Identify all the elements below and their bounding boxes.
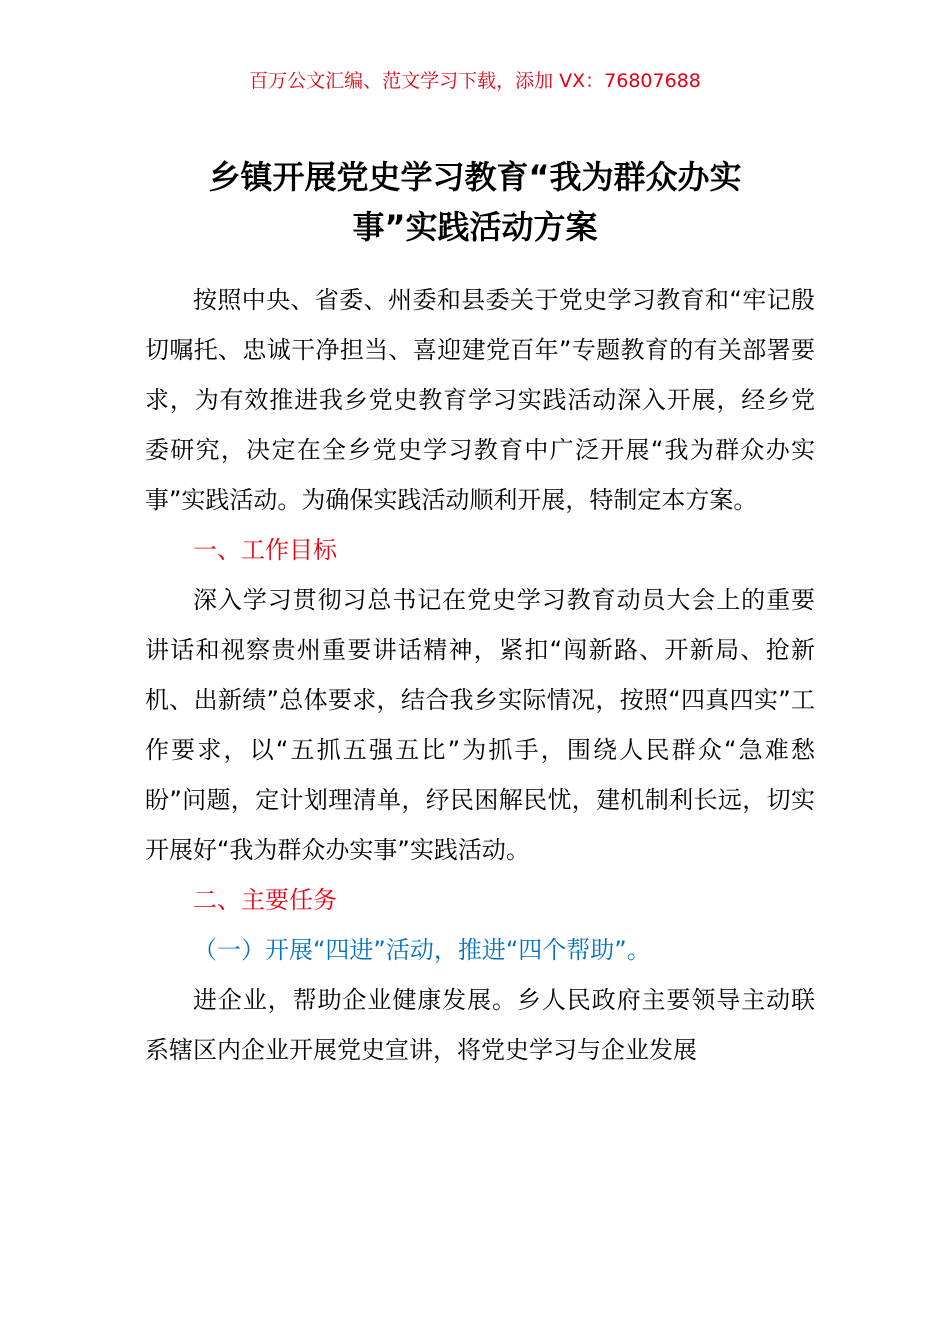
document-title-line-1: 乡镇开展党史学习教育“我为群众办实 bbox=[208, 158, 742, 196]
section-heading-work-goals: 一、工作目标 bbox=[193, 536, 337, 564]
intro-paragraph: 按照中央、省委、州委和县委关于党史学习教育和“牢记殷切嘱托、忠诚干净担当、喜迎建党百年”专题教育的有关部署要求，为有效推进我乡党史教育学习实践活动深入开展，经乡党委研究，决定在全乡党史学习教育中广泛开展“我为群众办实事”实践活动。为确保实践活动顺利开展，特制定本方案。 bbox=[145, 286, 815, 514]
document-title bbox=[140, 152, 810, 252]
document-body bbox=[145, 275, 815, 1075]
section-heading-main-tasks: 二、主要任务 bbox=[193, 886, 337, 914]
document-title-line-2: 事”实践活动方案 bbox=[352, 208, 598, 246]
work-goals-paragraph: 深入学习贯彻习总书记在党史学习教育动员大会上的重要讲话和视察贵州重要讲话精神，紧扣“闯新路、开新局、抢新机、出新绩”总体要求，结合我乡实际情况，按照“四真四实”工作要求，以“五抓五强五比”为抓手，围绕人民群众“急难愁盼”问题，定计划理清单，纾民困解民忧，建机制利长远，切实开展好“我为群众办实事”实践活动。 bbox=[145, 586, 815, 864]
four-entries-paragraph: 进企业，帮助企业健康发展。乡人民政府主要领导主动联系辖区内企业开展党史宣讲，将党史学习与企业发展 bbox=[145, 986, 815, 1064]
subsection-heading-four-entries: （一）开展“四进”活动，推进“四个帮助”。 bbox=[193, 936, 651, 964]
header-banner: 百万公文汇编、范文学习下载，添加 VX：76807688 bbox=[249, 70, 701, 92]
